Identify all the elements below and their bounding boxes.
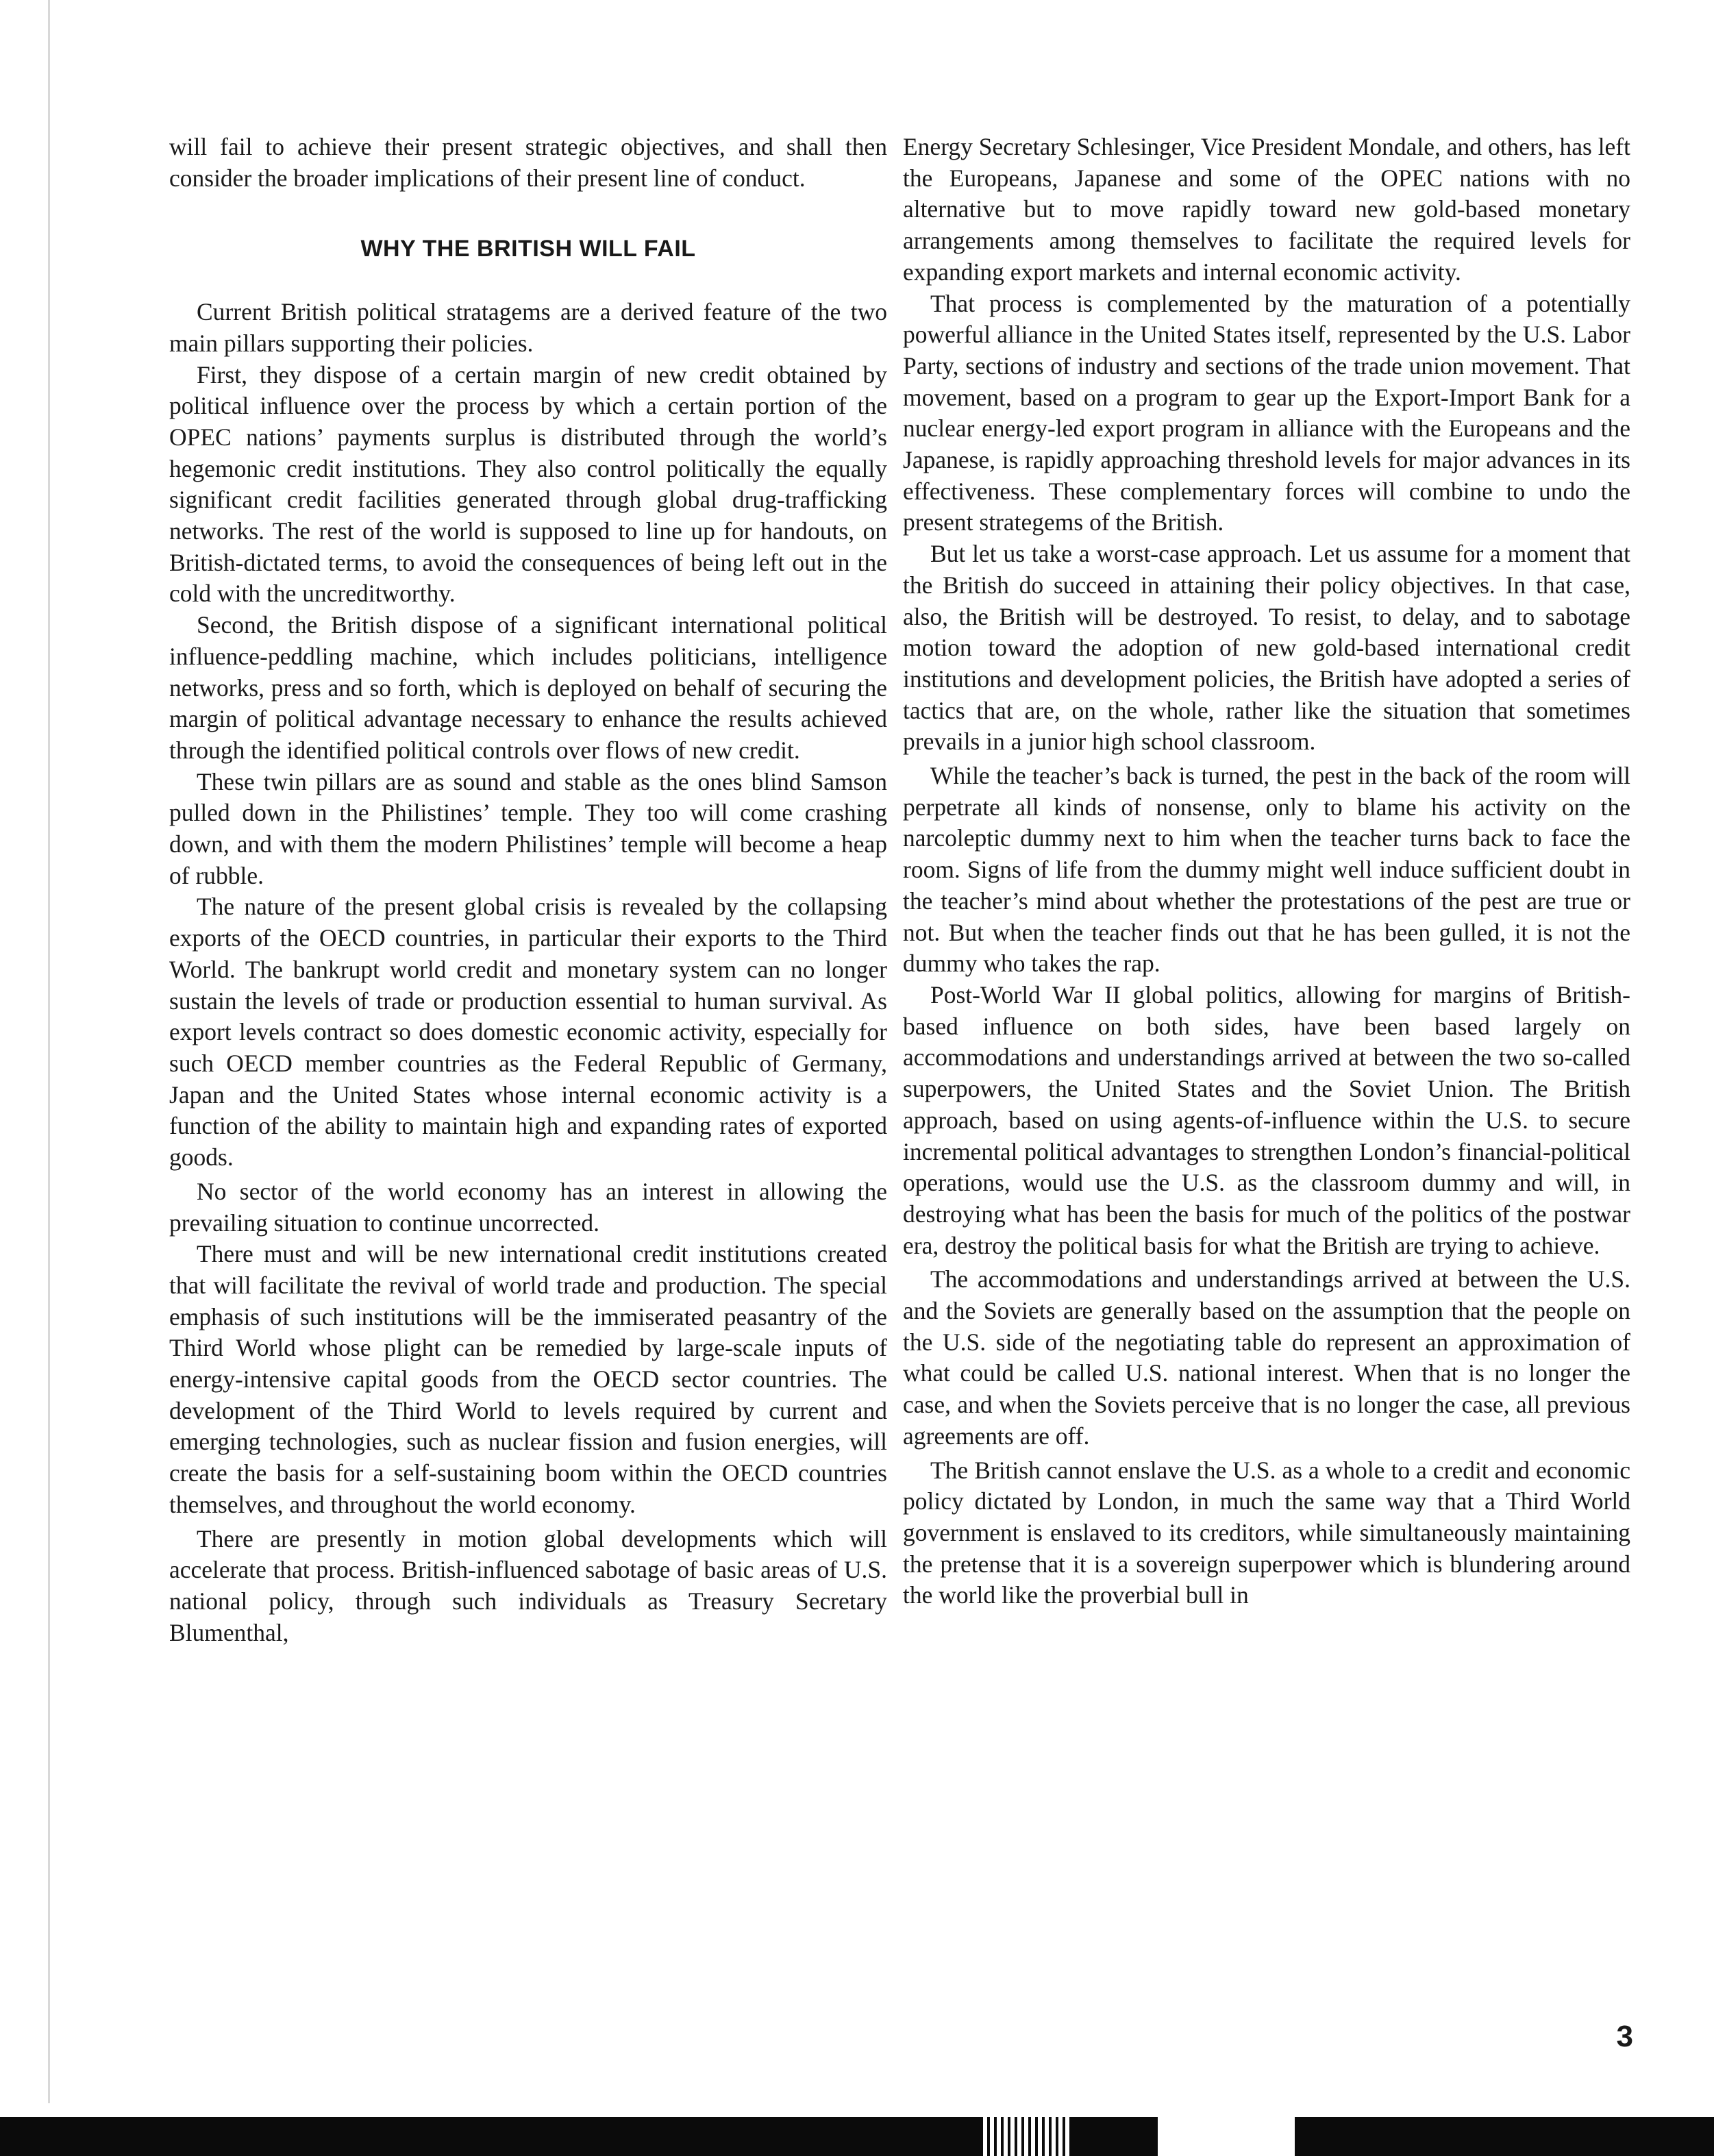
scan-registration-mark bbox=[983, 2117, 1072, 2156]
right-column bbox=[903, 132, 1630, 1611]
right-paragraph-5: Post-World War II global politics, allowing for margins of British-based influence on both sides, have been based largely on accommodations and understandings arrived at between the two so-called superpowers, the United States and the Soviet Union. The British approach, based on using agents-of-influence within the U.S. to secure incremental political advantages to strengthen London’s financial-political operations, would use the U.S. as the classroom dummy and will, in destroying what has been the basis for much of the politics of the postwar era, destroy the political basis for what the British are trying to achieve. bbox=[903, 980, 1630, 1259]
left-paragraph-3: First, they dispose of a certain margin of new credit obtained by political influence over the process by which a certain portion of the OPEC nations’ payments surplus is distributed through the world’s hegemonic credit institutions. They also control politically the equally significant credit facilities generated through global drug-trafficking networks. The rest of the world is supposed to line up for handouts, on British-dictated terms, to avoid the consequences of being left out in the cold with the uncreditworthy. bbox=[169, 360, 887, 608]
right-paragraph-1: Energy Secretary Schlesinger, Vice President Mondale, and others, has left the Europeans, Japanese and some of the OPEC nations with no alternative but to move rapidly toward new gold-based monetary arrangements among themselves to facilitate the required levels for expanding export markets and internal economic activity. bbox=[903, 133, 1630, 286]
left-paragraph-1: will fail to achieve their present strategic objectives, and shall then consider the broader implications of their present line of conduct. bbox=[169, 133, 887, 192]
left-paragraph-6: The nature of the present global crisis is revealed by the collapsing exports of the OECD countries, in particular their exports to the Third World. The bankrupt world credit and monetary system can no longer sustain the levels of trade or production essential to human survival. As export levels contract so does domestic economic activity, especially for such OECD member countries as the Federal Republic of Germany, Japan and the United States whose internal economic activity is a function of the ability to maintain high and expanding rates of exported goods. bbox=[169, 893, 887, 1172]
left-column bbox=[169, 132, 887, 1648]
left-paragraph-7: No sector of the world economy has an interest in allowing the prevailing situation to continue uncorrected. bbox=[169, 1177, 887, 1237]
right-paragraph-7: The British cannot enslave the U.S. as a whole to a credit and economic policy dictated by London, in much the same way that a Third World government is enslaved to its creditors, while simultaneously maintaining the pretense that it is a sovereign superpower which is blundering around the world like the proverbial bull in bbox=[903, 1456, 1630, 1609]
left-paragraph-9: There are presently in motion global developments which will accelerate that process. British-influenced sabotage of basic areas of U.S. national policy, through such individuals as Treasury Secretary Blumenthal, bbox=[169, 1524, 887, 1646]
right-paragraph-4: While the teacher’s back is turned, the pest in the back of the room will perpetrate all kinds of nonsense, only to blame his activity on the narcoleptic dummy next to him when the teacher turns back to face the room. Signs of life from the dummy might well induce sufficient doubt in the teacher’s mind about whether the protestations of the pest are true or not. But when the teacher finds out that he has been gulled, it is not the dummy who takes the rap. bbox=[903, 762, 1630, 978]
left-paragraph-2: Current British political stratagems are a derived feature of the two main pillars supporting their policies. bbox=[169, 298, 887, 357]
scan-bottom-bar bbox=[0, 2117, 1714, 2156]
left-paragraph-5: These twin pillars are as sound and stable as the ones blind Samson pulled down in the Philistines’ temple. They too will come crashing down, and with them the modern Philistines’ temple will become a heap of rubble. bbox=[169, 767, 887, 889]
right-paragraph-2: That process is complemented by the maturation of a potentially powerful alliance in the United States itself, represented by the U.S. Labor Party, sections of industry and sections of the trade union movement. That movement, based on a program to gear up the Export-Import Bank for a nuclear energy-led export program in alliance with the Europeans and the Japanese, is rapidly approaching threshold levels for major advances in its effectiveness. These complementary forces will combine to undo the present strategems of the British. bbox=[903, 289, 1630, 536]
right-paragraph-6: The accommodations and understandings arrived at between the U.S. and the Soviets are generally based on the assumption that the people on the U.S. side of the negotiating table do represent an approximation of what could be called U.S. national interest. When that is no longer the case, and when the Soviets perceive that is no longer the case, all previous agreements are off. bbox=[903, 1265, 1630, 1450]
left-paragraph-8: There must and will be new international credit institutions created that will facilitate the revival of world trade and production. The special emphasis of such institutions will be the immiserated peasantry of the Third World whose plight can be remedied by large-scale inputs of energy-intensive capital goods from the OECD sector countries. The development of the Third World to levels required by current and emerging technologies, such as nuclear fission and fusion energies, will create the basis for a self-sustaining boom within the OECD countries themselves, and throughout the world economy. bbox=[169, 1240, 887, 1518]
left-paragraph-4: Second, the British dispose of a significant international political influence-peddling machine, which includes politicians, intelligence networks, press and so forth, which is deployed on behalf of securing the margin of political advantage necessary to enhance the results achieved through the identified political controls over flows of new credit. bbox=[169, 611, 887, 764]
page-edge-line bbox=[48, 0, 50, 2103]
scan-registration-block bbox=[1158, 2117, 1295, 2156]
right-paragraph-3: But let us take a worst-case approach. Let us assume for a moment that the British do succeed in attaining their policy objectives. In that case, also, the British will be destroyed. To resist, to delay, and to sabotage motion toward the adoption of new gold-based international credit institutions and development policies, the British have adopted a series of tactics that are, on the whole, rather like the situation that sometimes prevails in a junior high school classroom. bbox=[903, 540, 1630, 756]
page-number: 3 bbox=[1616, 2020, 1633, 2053]
section-heading: WHY THE BRITISH WILL FAIL bbox=[360, 236, 696, 262]
